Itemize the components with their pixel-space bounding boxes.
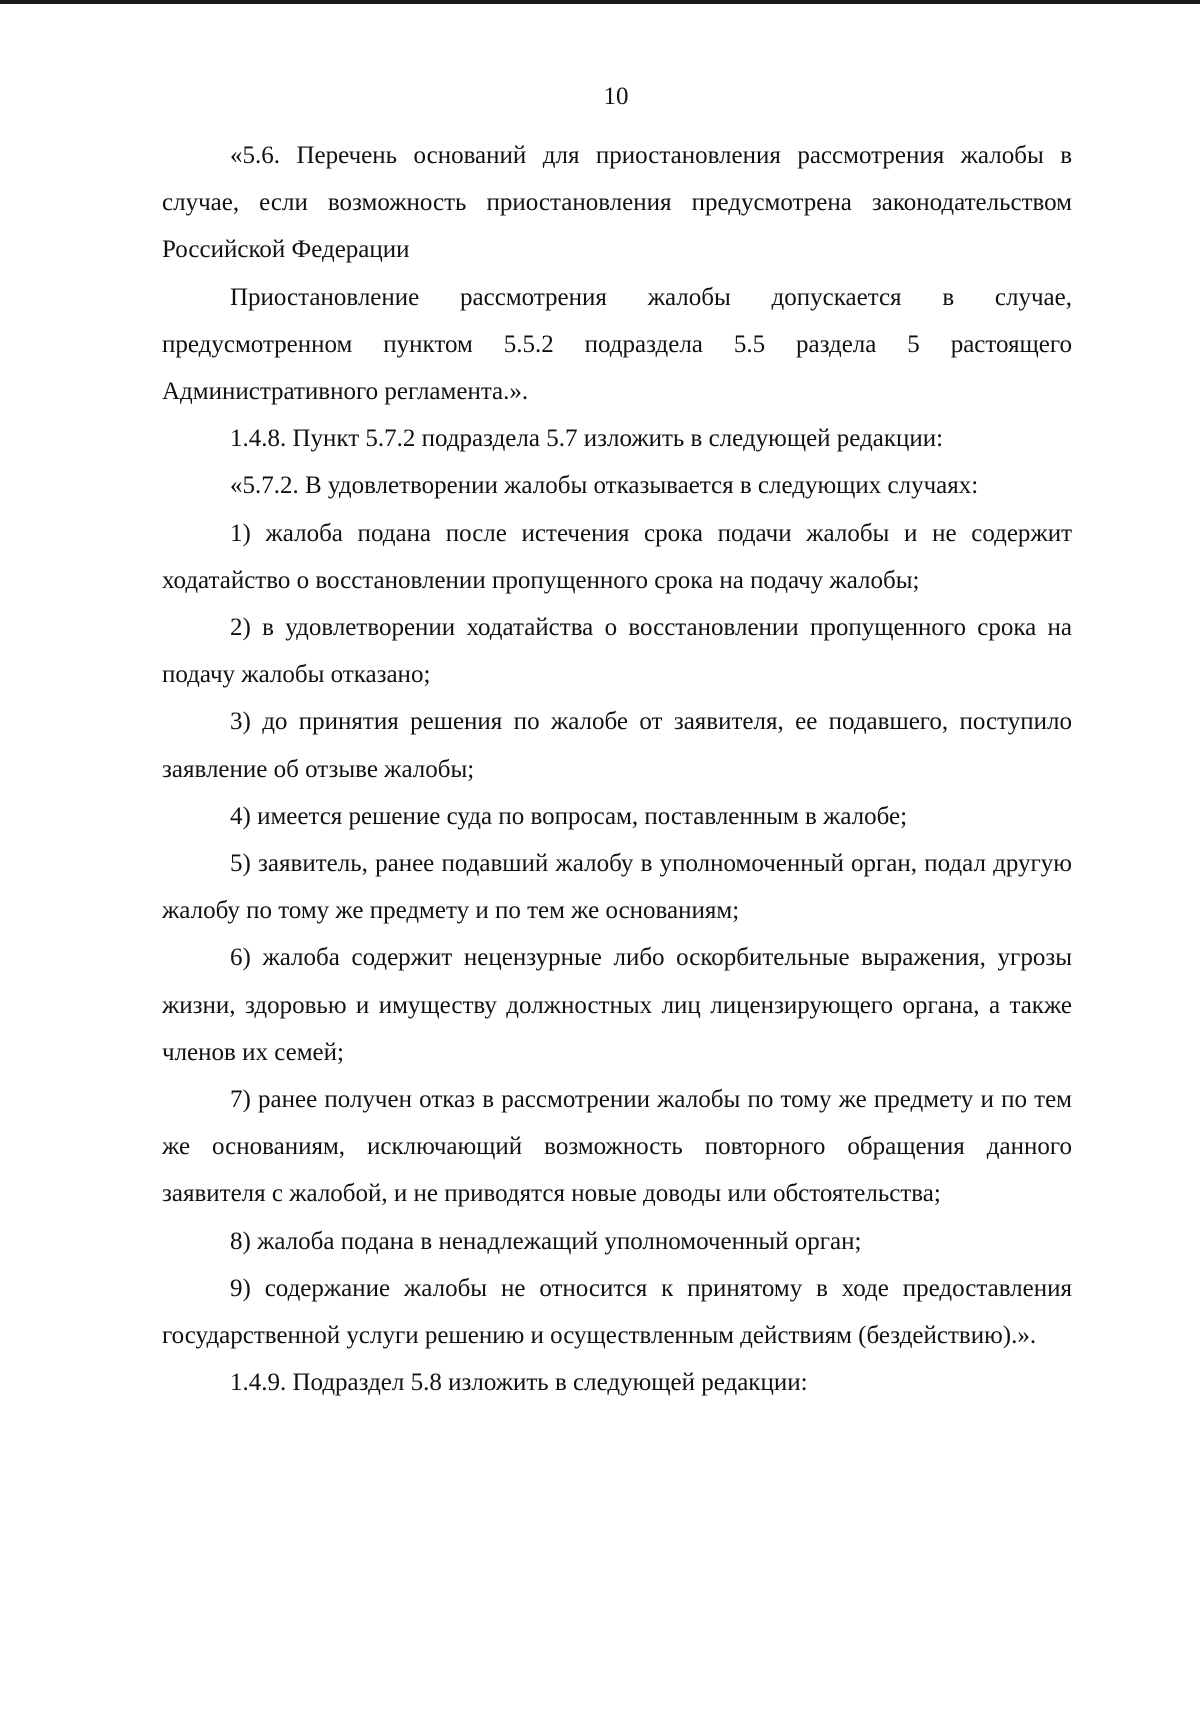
list-item-9: 9) содержание жалобы не относится к принятому в ходе предоставления государственной услуги решению и осуществленным действиям (бездействию).». <box>162 1274 1072 1350</box>
list-item-3: 3) до принятия решения по жалобе от заявителя, ее подавшего, поступило заявление об отзыве жалобы; <box>162 708 1072 783</box>
paragraph-amendment-1-4-9: 1.4.9. Подраздел 5.8 изложить в следующей редакции: <box>230 1369 808 1397</box>
paragraph-suspension-rule: Приостановление рассмотрения жалобы допускается в случае, предусмотренном пунктом 5.5.2 подраздела 5.5 раздела 5 растоящего Административного регламента.». <box>162 283 1072 406</box>
document-body <box>162 132 1072 1406</box>
list-item-7: 7) ранее получен отказ в рассмотрении жалобы по тому же предмету и по тем же основаниям, исключающий возможность повторного обращения данного заявителя с жалобой, и не приводятся новые доводы или обстоятельства; <box>162 1086 1072 1208</box>
list-item-4: 4) имеется решение суда по вопросам, поставленным в жалобе; <box>230 802 908 830</box>
page-number: 10 <box>603 83 629 110</box>
paragraph-amendment-1-4-8: 1.4.8. Пункт 5.7.2 подраздела 5.7 изложить в следующей редакции: <box>230 425 944 453</box>
list-item-8: 8) жалоба подана в ненадлежащий уполномоченный орган; <box>230 1227 862 1255</box>
list-item-5: 5) заявитель, ранее подавший жалобу в уполномоченный орган, подал другую жалобу по тому же предмету и по тем же основаниям; <box>162 850 1072 925</box>
list-item-6: 6) жалоба содержит нецензурные либо оскорбительные выражения, угрозы жизни, здоровью и имуществу должностных лиц лицензирующего органа, а также членов их семей; <box>162 944 1072 1066</box>
paragraph-section-5-6-heading: «5.6. Перечень оснований для приостановления рассмотрения жалобы в случае, если возможность приостановления предусмотрена законодательством Российской Федерации <box>162 142 1072 264</box>
paragraph-section-5-7-2: «5.7.2. В удовлетворении жалобы отказывается в следующих случаях: <box>230 472 979 500</box>
scan-top-edge <box>0 0 1200 4</box>
list-item-1: 1) жалоба подана после истечения срока подачи жалобы и не содержит ходатайство о восстановлении пропущенного срока на подачу жалобы; <box>162 519 1072 594</box>
list-item-2: 2) в удовлетворении ходатайства о восстановлении пропущенного срока на подачу жалобы отказано; <box>162 614 1072 689</box>
